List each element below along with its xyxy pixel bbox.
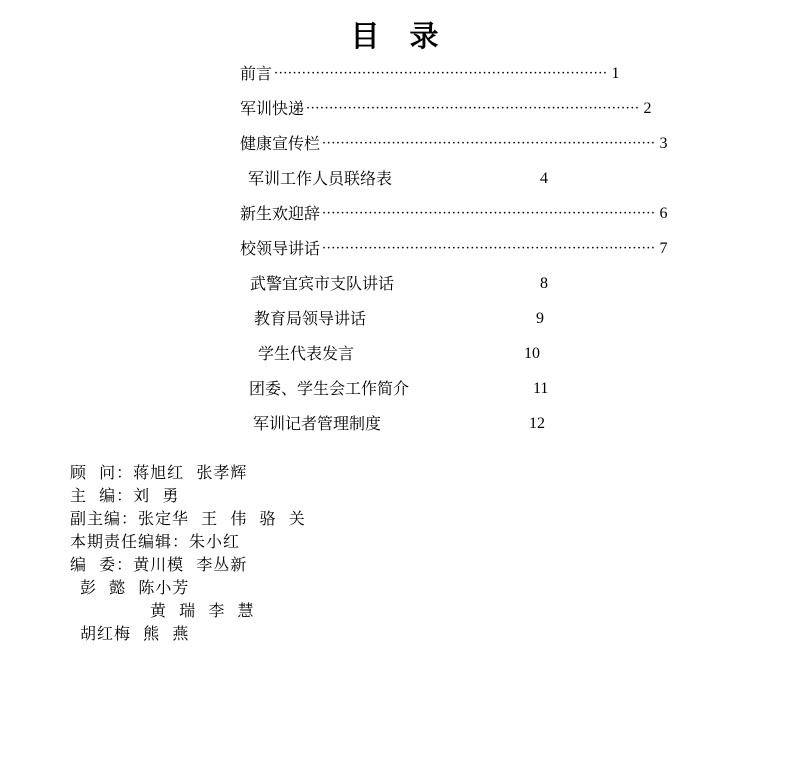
credit-deputy-editors: 副主编：张定华 王 伟 骆 关: [70, 509, 306, 528]
toc-entry-page: 1: [611, 65, 620, 82]
page-title: 目 录: [350, 19, 449, 53]
toc-entry-page: 7: [659, 240, 668, 257]
toc-entry[interactable]: [248, 168, 558, 190]
toc-entry-page: 2: [643, 100, 652, 117]
credit-committee-line: 彭 懿 陈小芳: [80, 578, 190, 597]
toc-leader-dots: ········································································: [322, 241, 656, 256]
toc-entry[interactable]: [240, 238, 668, 260]
toc-entry[interactable]: [240, 63, 620, 85]
toc-entry-page: 9: [536, 310, 544, 327]
toc-entry[interactable]: [254, 308, 564, 330]
toc-entry-page: 3: [659, 135, 668, 152]
toc-entry[interactable]: [250, 273, 560, 295]
toc-entry-page: 10: [524, 345, 540, 362]
toc-leader-dots: ········································································: [306, 101, 640, 116]
toc-entry-label: 健康宣传栏: [240, 134, 321, 153]
toc-entry[interactable]: [253, 413, 563, 435]
toc-entry-label: 教育局领导讲话: [254, 309, 367, 328]
toc-entry[interactable]: [249, 378, 559, 400]
toc-leader-dots: ········································································: [322, 206, 656, 221]
credit-committee: 编 委：黄川模 李丛新: [70, 555, 248, 574]
toc-leader-dots: ········································································: [322, 136, 656, 151]
toc-entry-page: 12: [529, 415, 545, 432]
toc-entry-label: 前言: [240, 64, 273, 83]
toc-entry-page: 4: [540, 170, 548, 187]
toc-entry[interactable]: [240, 203, 668, 225]
toc-entry-page: 11: [533, 380, 549, 397]
toc-entry-label: 校领导讲话: [240, 239, 321, 258]
toc-entry-label: 武警宜宾市支队讲话: [250, 274, 395, 293]
credit-chief-editor: 主 编：刘 勇: [70, 486, 180, 505]
toc-entry-page: 8: [540, 275, 548, 292]
toc-entry-label: 团委、学生会工作简介: [249, 379, 410, 398]
credit-committee-line: 胡红梅 熊 燕: [80, 624, 190, 643]
toc-entry-label: 新生欢迎辞: [240, 204, 321, 223]
credit-advisors: 顾 问：蒋旭红 张孝辉: [70, 463, 248, 482]
toc-entry-label: 军训快递: [240, 99, 305, 118]
toc-entry[interactable]: [258, 343, 568, 365]
toc-entry-page: 6: [659, 205, 668, 222]
toc-leader-dots: ········································································: [274, 66, 608, 81]
toc-entry-label: 学生代表发言: [258, 344, 355, 363]
toc-entry[interactable]: [240, 98, 652, 120]
credit-issue-editor: 本期责任编辑：朱小红: [70, 532, 241, 551]
toc-entry-label: 军训记者管理制度: [253, 414, 382, 433]
credit-committee-line: 黄 瑞 李 慧: [150, 601, 255, 620]
toc-entry-label: 军训工作人员联络表: [248, 169, 393, 188]
toc-entry[interactable]: [240, 133, 668, 155]
